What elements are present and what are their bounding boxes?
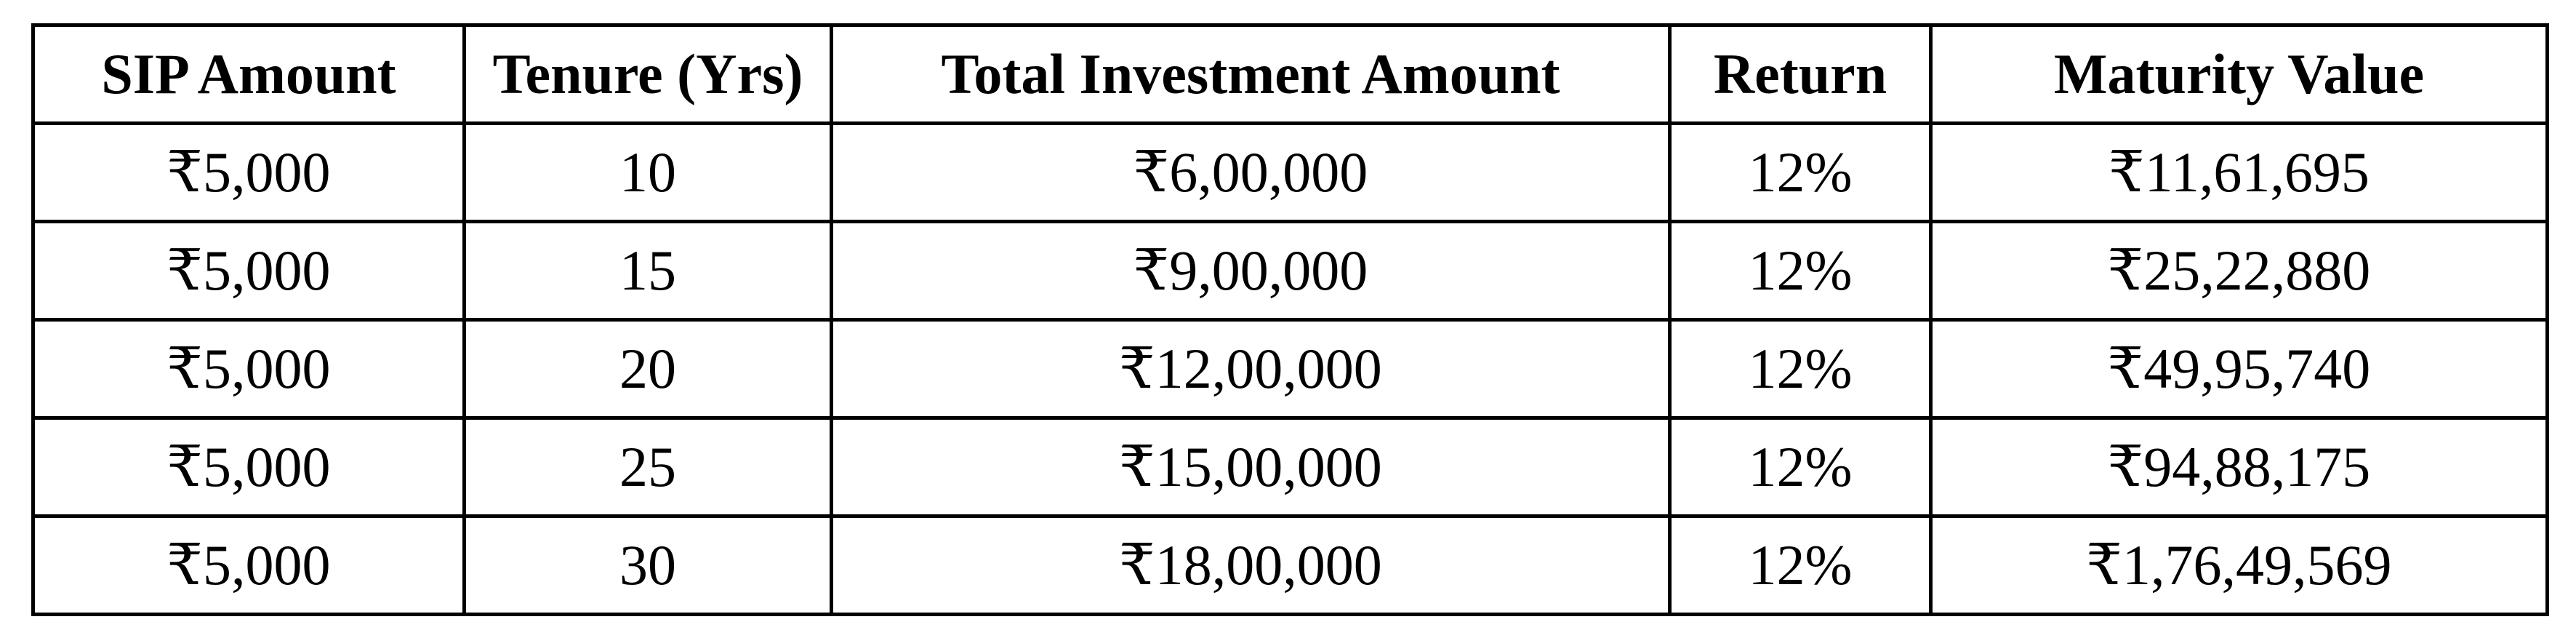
cell-maturity-value: ₹49,95,740 <box>1931 320 2548 418</box>
cell-total-investment: ₹18,00,000 <box>832 517 1670 615</box>
sip-returns-table-container <box>31 23 2545 598</box>
table-row <box>33 222 2548 320</box>
table-row <box>33 320 2548 418</box>
cell-maturity-value: ₹94,88,175 <box>1931 418 2548 517</box>
table-row <box>33 124 2548 222</box>
cell-maturity-value: ₹11,61,695 <box>1931 124 2548 222</box>
table-row <box>33 517 2548 615</box>
sip-returns-table <box>31 23 2549 616</box>
header-return: Return <box>1670 25 1931 124</box>
cell-return: 12% <box>1670 418 1931 517</box>
table-header <box>33 25 2548 124</box>
cell-total-investment: ₹6,00,000 <box>832 124 1670 222</box>
cell-sip-amount: ₹5,000 <box>33 124 465 222</box>
table-body <box>33 124 2548 615</box>
header-total-investment: Total Investment Amount <box>832 25 1670 124</box>
cell-maturity-value: ₹1,76,49,569 <box>1931 517 2548 615</box>
cell-sip-amount: ₹5,000 <box>33 517 465 615</box>
cell-total-investment: ₹15,00,000 <box>832 418 1670 517</box>
cell-tenure: 20 <box>465 320 832 418</box>
cell-tenure: 30 <box>465 517 832 615</box>
header-maturity-value: Maturity Value <box>1931 25 2548 124</box>
cell-tenure: 25 <box>465 418 832 517</box>
header-sip-amount: SIP Amount <box>33 25 465 124</box>
cell-total-investment: ₹9,00,000 <box>832 222 1670 320</box>
cell-tenure: 15 <box>465 222 832 320</box>
cell-tenure: 10 <box>465 124 832 222</box>
header-tenure: Tenure (Yrs) <box>465 25 832 124</box>
table-row <box>33 418 2548 517</box>
cell-maturity-value: ₹25,22,880 <box>1931 222 2548 320</box>
cell-sip-amount: ₹5,000 <box>33 418 465 517</box>
cell-return: 12% <box>1670 222 1931 320</box>
cell-total-investment: ₹12,00,000 <box>832 320 1670 418</box>
cell-return: 12% <box>1670 124 1931 222</box>
cell-return: 12% <box>1670 517 1931 615</box>
cell-sip-amount: ₹5,000 <box>33 320 465 418</box>
cell-sip-amount: ₹5,000 <box>33 222 465 320</box>
cell-return: 12% <box>1670 320 1931 418</box>
header-row <box>33 25 2548 124</box>
